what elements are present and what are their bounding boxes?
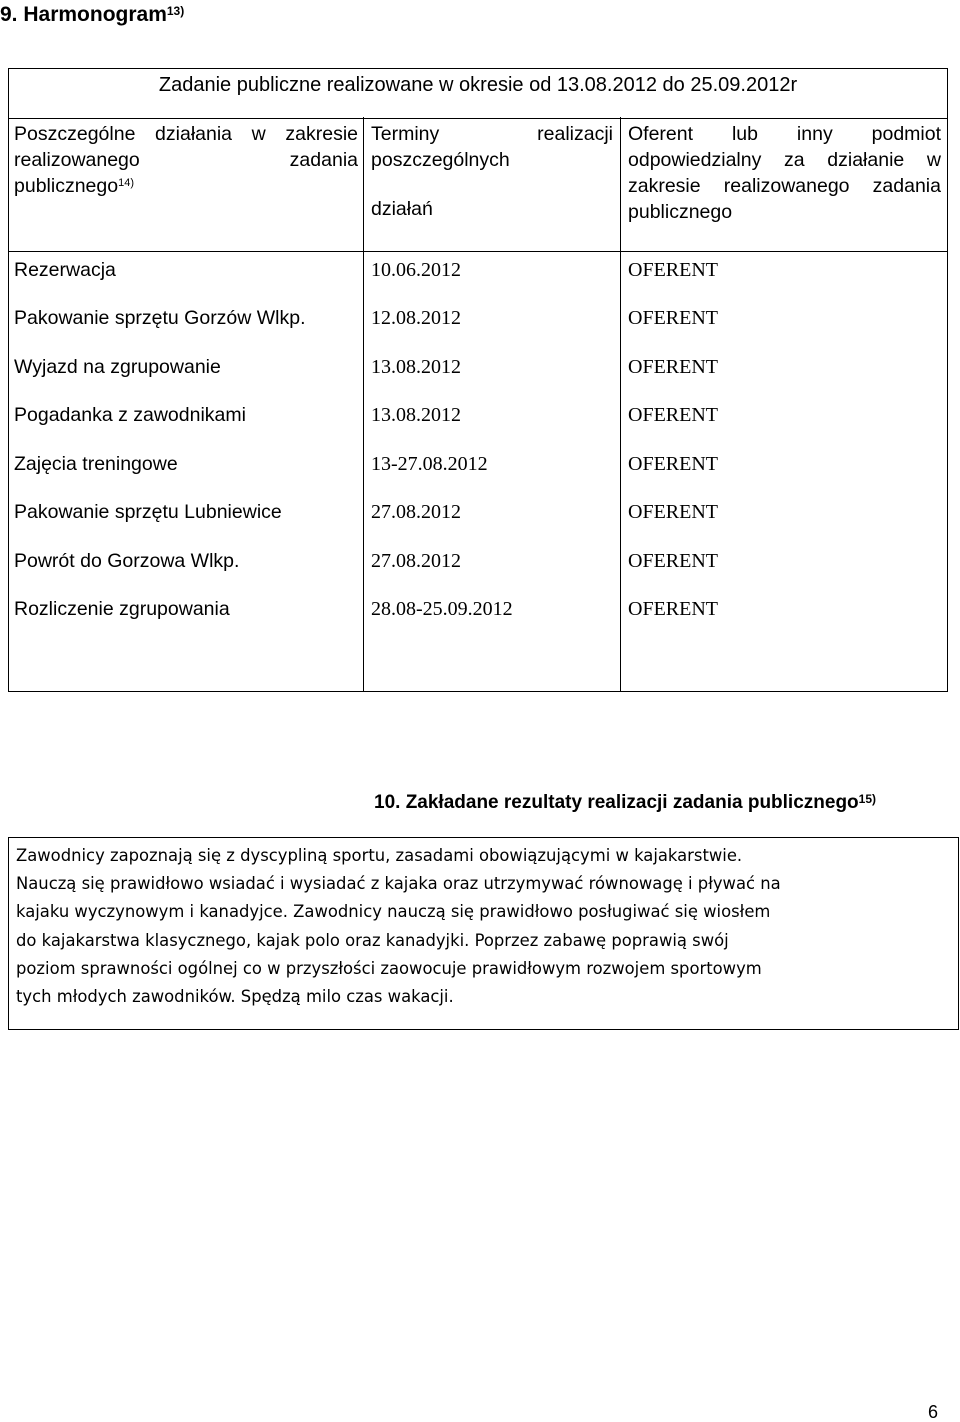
section-10-heading <box>374 790 876 816</box>
results-line: Zawodnicy zapoznają się z dyscypliną sportu, zasadami obowiązującymi w kajakarstwie. <box>16 846 743 865</box>
page-number: 6 <box>928 1402 939 1422</box>
header-line: Poszczególne działania w zakresie <box>14 123 358 145</box>
results-line: do kajakarstwa klasycznego, kajak polo oraz kanadyjki. Poprzez zabawę poprawią swój <box>16 930 729 950</box>
footnote-ref: 15) <box>858 792 877 806</box>
date-cell: 13-27.08.2012 <box>371 453 488 475</box>
header-line: zakresie realizowanego zadania <box>628 175 941 197</box>
header-dates <box>371 121 613 222</box>
responsible-cell: OFERENT <box>628 259 718 281</box>
responsible-cell: OFERENT <box>628 501 718 523</box>
results-line: Nauczą się prawidłowo wsiadać i wysiadać z kajaka oraz utrzymywać równowagę i pływać na <box>16 874 781 894</box>
date-cell: 13.08.2012 <box>371 356 461 378</box>
results-line: tych młodych zawodników. Spędzą milo czas wakacji. <box>16 987 454 1007</box>
action-cell: Rezerwacja <box>14 259 116 281</box>
schedule-table <box>8 68 948 692</box>
header-line: odpowiedzialny za działanie w <box>628 149 941 171</box>
date-cell: 10.06.2012 <box>371 259 461 281</box>
action-cell: Pakowanie sprzętu Lubniewice <box>14 501 282 523</box>
date-cell: 27.08.2012 <box>371 501 461 523</box>
date-cell: 13.08.2012 <box>371 404 461 426</box>
header-line: Terminy realizacji <box>371 123 613 145</box>
section-10-title: 10. Zakładane rezultaty realizacji zadania publicznego <box>374 792 859 813</box>
header-line: publicznego <box>14 175 119 197</box>
date-cell: 12.08.2012 <box>371 307 461 329</box>
responsible-cell: OFERENT <box>628 307 718 329</box>
action-cell: Pakowanie sprzętu Gorzów Wlkp. <box>14 307 306 329</box>
results-box <box>8 837 959 1030</box>
header-line: poszczególnych <box>371 149 510 171</box>
date-cell: 28.08-25.09.2012 <box>371 598 513 620</box>
responsible-cell: OFERENT <box>628 550 718 572</box>
header-line: realizowanego zadania <box>14 149 358 171</box>
column-divider <box>363 117 364 691</box>
action-cell: Zajęcia treningowe <box>14 453 178 475</box>
footnote-ref: 13) <box>166 4 185 18</box>
responsible-cell: OFERENT <box>628 453 718 475</box>
section-9-heading <box>0 2 184 28</box>
section-9-title: 9. Harmonogram <box>0 3 167 26</box>
action-cell: Powrót do Gorzowa Wlkp. <box>14 550 240 572</box>
responsible-cell: OFERENT <box>628 598 718 620</box>
footnote-ref: 14) <box>118 177 134 189</box>
results-line: poziom sprawności ogólnej co w przyszłości zaowocuje prawidłowym rozwojem sportowym <box>16 958 762 978</box>
action-cell: Wyjazd na zgrupowanie <box>14 356 221 378</box>
header-line: publicznego <box>628 201 733 223</box>
action-cell: Pogadanka z zawodnikami <box>14 404 246 426</box>
header-actions <box>14 121 358 199</box>
responsible-cell: OFERENT <box>628 404 718 426</box>
header-line: działań <box>371 198 433 220</box>
responsible-cell: OFERENT <box>628 356 718 378</box>
results-line: kajaku wyczynowym i kanadyjce. Zawodnicy nauczą się prawidłowo posługiwać się wiosłem <box>16 902 771 922</box>
schedule-period: Zadanie publiczne realizowane w okresie od 13.08.2012 do 25.09.2012r <box>9 69 947 119</box>
column-divider <box>620 117 621 691</box>
header-responsible <box>628 121 941 225</box>
action-cell: Rozliczenie zgrupowania <box>14 598 230 620</box>
header-line: Oferent lub inny podmiot <box>628 123 941 145</box>
header-divider <box>9 251 947 252</box>
date-cell: 27.08.2012 <box>371 550 461 572</box>
